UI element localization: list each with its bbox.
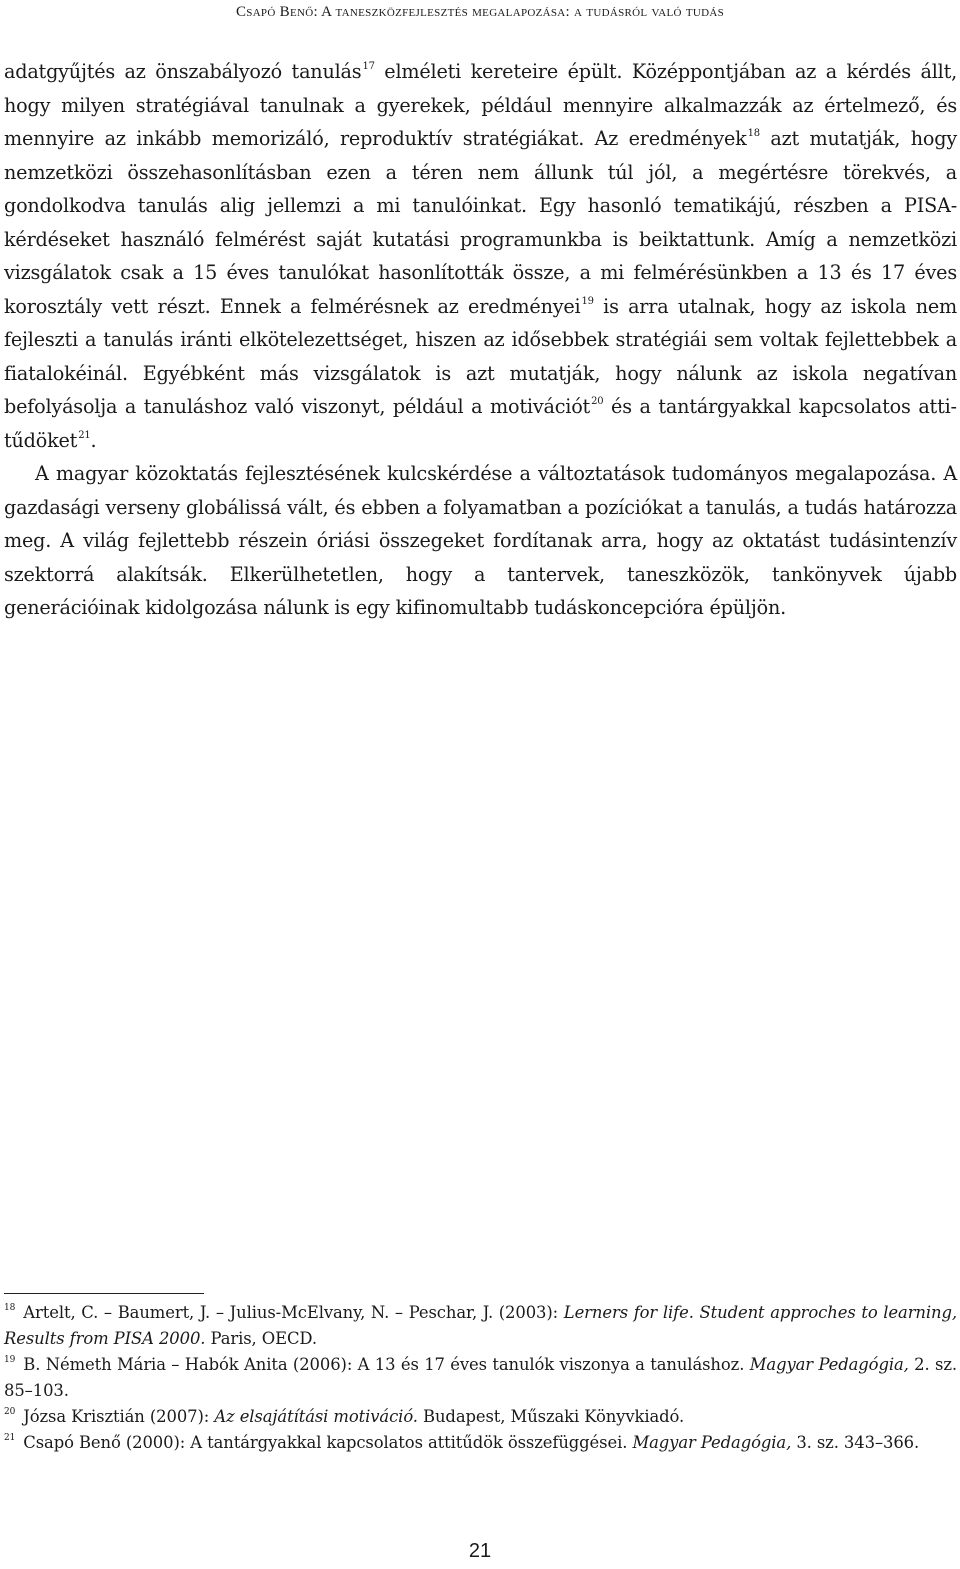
footnote-20 [4, 1404, 957, 1430]
footnote-number: 21 [4, 1433, 16, 1443]
italic-title: Magyar Pedagógia, [632, 1433, 792, 1452]
text-span: Csapó Benő (2000): A tantárgyakkal kapcsolatos attitűdök összefüggései. [23, 1433, 633, 1452]
text-span: Budapest, Műszaki Könyvkiadó. [417, 1407, 685, 1426]
footnote-number: 18 [4, 1303, 16, 1313]
text-span: és a tantárgyakkal kapcsolatos attitűdöket [4, 395, 958, 452]
text-span: adatgyűjtés az önszabályozó tanulás [4, 60, 362, 83]
text-span: azt mutatják, hogy nemzetközi összehasonlításban ezen a téren nem állunk túl jól, a megértésre törekvés, a gondolkodva tanulás alig jellemzi a mi tanulóinkat. Egy hasonló tematikájú, részben a PISA-kérdéseket használó felmérést saját kutatási programunkba is beiktattunk. Amíg a nemzetközi vizsgálatok csak a 15 éves tanulókat hasonlították össze, a mi felmérésünkben a 13 és 17 éves korosztály vett részt. Ennek a felmérésnek az eredményei [4, 127, 957, 318]
footnote-ref-18[interactable]: 18 [747, 128, 760, 139]
text-span: 3. sz. 343–366. [791, 1433, 920, 1452]
italic-title: Magyar Pedagógia, [749, 1355, 909, 1374]
italic-title: Lerners for life. Student approches to learning, Results from PISA 2000. [4, 1303, 957, 1348]
running-header: Csapó Benő: A taneszközfejlesztés megalapozása: a tudásról való tudás [235, 4, 725, 20]
footnote-21 [4, 1430, 957, 1456]
footnote-ref-17[interactable]: 17 [362, 61, 375, 72]
text-span: 2. sz. 85–103. [4, 1355, 957, 1400]
italic-title: Az elsajátítási motiváció. [214, 1407, 418, 1426]
body-text [4, 55, 957, 625]
footnote-ref-21[interactable]: 21 [78, 429, 91, 441]
text-span: B. Németh Mária – Habók Anita (2006): A 13 és 17 éves tanulók viszonya a tanuláshoz. [23, 1355, 750, 1374]
footnote-ref-20[interactable]: 20 [591, 396, 604, 407]
text-span: . [90, 428, 97, 452]
footnote-18 [4, 1300, 957, 1352]
footnotes [4, 1300, 957, 1456]
text-span: A magyar közoktatás fejlesztésének kulcskérdése a változtatások tudományos megalapozása. A gazdasági verseny globálissá vált, és ebben a folyamatban a pozíciókat a tanulás, a tudás határozza meg. A világ fejlettebb részein óriási összegeket fordítanak arra, hogy az oktatást tudásintenzív szektorrá alakítsák. Elkerülhetetlen, hogy a tantervek, taneszközök, tankönyvek újabb generációinak kidolgozása nálunk is egy kifinomultabb tudáskoncepcióra épüljön. [4, 462, 957, 619]
footnote-ref-19[interactable]: 19 [581, 295, 594, 307]
text-span: Artelt, C. – Baumert, J. – Julius-McElvany, N. – Peschar, J. (2003): [23, 1303, 564, 1322]
footnote-number: 20 [4, 1407, 16, 1417]
text-span: Józsa Krisztián (2007): [23, 1407, 215, 1426]
paragraph [4, 55, 957, 457]
paragraph [4, 457, 957, 625]
footnote-divider [4, 1293, 204, 1294]
page-number: 21 [468, 1540, 492, 1562]
footnote-number: 19 [4, 1355, 16, 1365]
footnote-19 [4, 1352, 957, 1404]
text-span: is arra utalnak, hogy az iskola nem fejleszti a tanulás iránti elkötelezettséget, hiszen az idősebbek stratégiái sem voltak fejlettebbek a fiatalokéinál. Egyébként más vizsgálatok is azt mutatják, hogy nálunk az iskola negatívan befolyásolja a tanuláshoz való viszonyt, például a motivációt [4, 294, 958, 418]
text-span: elméleti kereteire épült. Középpontjában az a kérdés állt, hogy milyen stratégiával tanulnak a gyerekek, például mennyire alkalmazzák az értelmező, és mennyire az inkább memorizáló, reproduktív stratégiákat. Az eredmények [4, 60, 957, 150]
text-span: Paris, OECD. [205, 1329, 317, 1348]
